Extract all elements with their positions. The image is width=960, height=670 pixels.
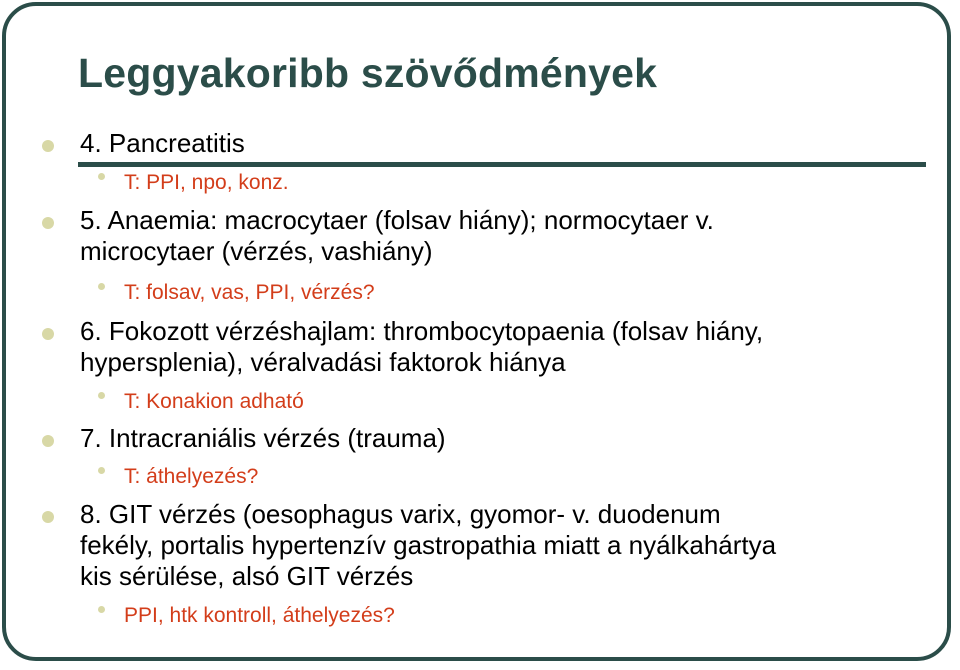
bullet-icon — [42, 511, 54, 523]
item-5-line-1: 8. GIT vérzés (oesophagus varix, gyomor- v. duodenum — [80, 499, 721, 529]
item-5-line-2: fekély, portalis hypertenzív gastropathia miatt a nyálkahártya — [80, 530, 777, 560]
sub-bullet-icon — [98, 606, 105, 613]
item-3-sub: T: Konakion adható — [124, 390, 304, 413]
item-3-line-1: 6. Fokozott vérzéshajlam: thrombocytopaenia (folsav hiány, — [80, 316, 764, 346]
item-4-text — [80, 423, 446, 454]
item-5-line-3: kis sérülése, alsó GIT vérzés — [80, 561, 414, 591]
item-2-line-2: microcytaer (vérzés, vashiány) — [80, 236, 433, 266]
item-2-line-1: 5. Anaemia: macrocytaer (folsav hiány); normocytaer v. — [80, 205, 714, 235]
bullet-icon — [42, 328, 54, 340]
item-3-text — [80, 316, 763, 378]
item-2-sub: T: folsav, vas, PPI, vérzés? — [124, 281, 375, 304]
item-4-line-1: 7. Intracraniális vérzés (trauma) — [80, 423, 446, 453]
item-5-sub: PPI, htk kontroll, áthelyezés? — [124, 604, 395, 627]
item-1-sub: T: PPI, npo, konz. — [124, 171, 289, 194]
bullet-icon — [42, 140, 54, 152]
sub-bullet-icon — [98, 467, 105, 474]
sub-bullet-icon — [98, 392, 105, 399]
bullet-icon — [42, 435, 54, 447]
item-4-sub: T: áthelyezés? — [124, 465, 259, 488]
item-1-text — [80, 128, 245, 159]
item-3-line-2: hypersplenia), véralvadási faktorok hiánya — [80, 347, 566, 377]
item-2-text — [80, 205, 714, 267]
slide-title: Leggyakoribb szövődmények — [78, 50, 658, 96]
item-5-text — [80, 499, 776, 592]
bullet-icon — [42, 217, 54, 229]
item-1-line-1: 4. Pancreatitis — [80, 128, 245, 158]
sub-bullet-icon — [98, 283, 105, 290]
sub-bullet-icon — [98, 173, 105, 180]
